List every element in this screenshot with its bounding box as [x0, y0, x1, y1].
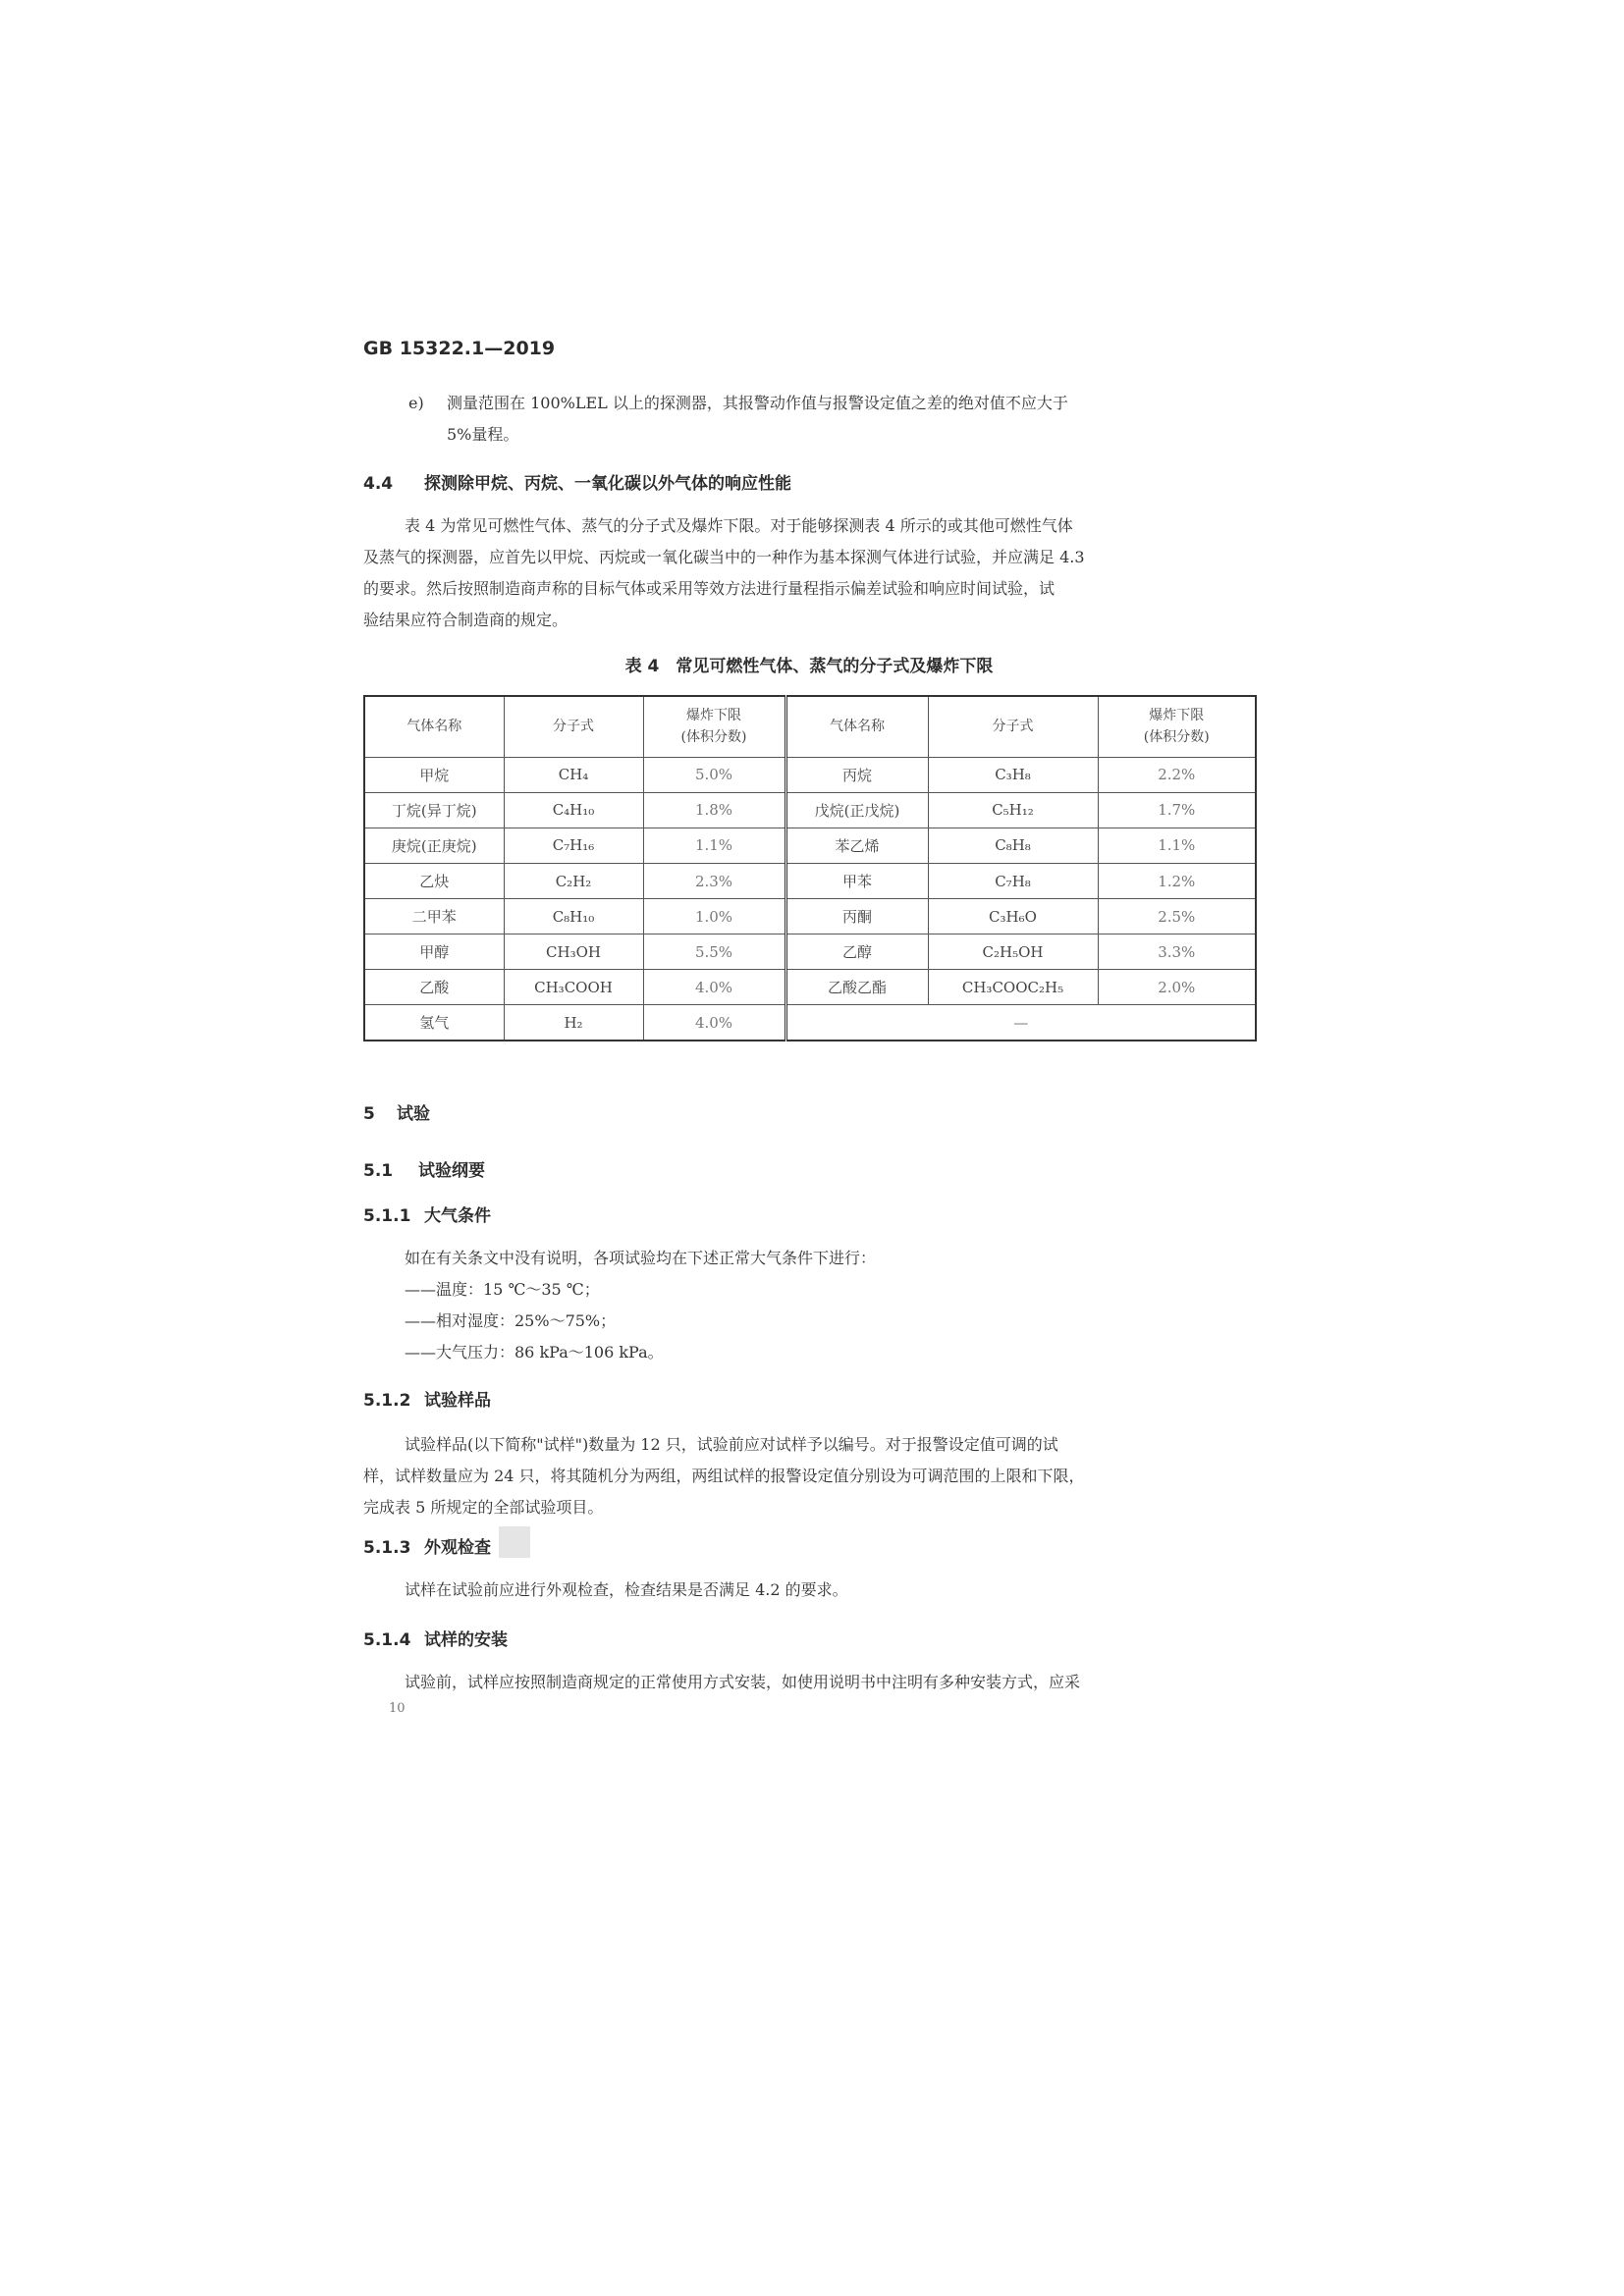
header-lel — [1098, 696, 1256, 757]
paragraph-line: 试验样品(以下简称"试样")数量为 12 只，试验前应对试样予以编号。对于报警设定值可调的试 — [405, 1435, 1058, 1454]
header-formula: 分子式 — [928, 696, 1098, 757]
section-number: 5.1.2 — [363, 1391, 411, 1411]
table-row — [364, 828, 1256, 863]
lel-cell: 3.3% — [1098, 934, 1256, 970]
gas-name-cell: 甲苯 — [785, 863, 928, 898]
formula-cell: H₂ — [504, 1005, 643, 1041]
header-lel-line1: 爆炸下限 — [1149, 708, 1205, 724]
table-row — [364, 934, 1256, 970]
gas-name-cell: 苯乙烯 — [785, 828, 928, 863]
header-lel-line1: 爆炸下限 — [686, 708, 741, 724]
formula-cell: C₂H₅OH — [928, 934, 1098, 970]
section-5-1-1-body — [405, 1243, 876, 1368]
section-heading-5-1-3 — [363, 1533, 491, 1558]
formula-cell: C₃H₈ — [928, 757, 1098, 792]
section-heading-5 — [363, 1099, 430, 1124]
lel-cell: 4.0% — [643, 1005, 785, 1041]
section-number: 4.4 — [363, 474, 394, 494]
header-lel-line2: (体积分数) — [680, 729, 747, 746]
gas-name-cell: 乙酸乙酯 — [785, 970, 928, 1005]
formula-cell: C₇H₈ — [928, 863, 1098, 898]
lel-cell: 1.1% — [1098, 828, 1256, 863]
item-e-line1: 测量范围在 100%LEL 以上的探测器，其报警动作值与报警设定值之差的绝对值不应大于 — [447, 394, 1068, 412]
section-title: 大气条件 — [424, 1206, 491, 1226]
table-row — [364, 792, 1256, 828]
lel-cell: 1.1% — [643, 828, 785, 863]
paragraph-line: 完成表 5 所规定的全部试验项目。 — [363, 1498, 604, 1517]
lel-cell: 2.0% — [1098, 970, 1256, 1005]
section-number: 5 — [363, 1104, 375, 1124]
standard-number: GB 15322.1—2019 — [363, 338, 556, 359]
gas-name-cell: 戊烷(正戊烷) — [785, 792, 928, 828]
header-lel — [643, 696, 785, 757]
lel-cell: 1.8% — [643, 792, 785, 828]
lel-cell: 2.3% — [643, 863, 785, 898]
section-heading-4-4 — [363, 469, 791, 494]
list-item: ——相对湿度：25%～75%； — [405, 1311, 617, 1330]
header-formula: 分子式 — [504, 696, 643, 757]
gas-name-cell: 甲烷 — [364, 757, 504, 792]
table-header-row — [364, 696, 1256, 757]
section-number: 5.1.4 — [363, 1630, 411, 1650]
table-row — [364, 1005, 1256, 1041]
gas-name-cell: 氢气 — [364, 1005, 504, 1041]
paragraph-line: 表 4 为常见可燃性气体、蒸气的分子式及爆炸下限。对于能够探测表 4 所示的或其他可燃性气体 — [405, 516, 1073, 535]
item-e-line2: 5%量程。 — [447, 425, 519, 444]
section-5-1-4-body: 试验前，试样应按照制造商规定的正常使用方式安装，如使用说明书中注明有多种安装方式，应采 — [405, 1673, 1081, 1691]
section-4-4-body — [363, 510, 1267, 636]
formula-cell: C₂H₂ — [504, 863, 643, 898]
lel-cell: 2.5% — [1098, 899, 1256, 934]
header-lel-line2: (体积分数) — [1143, 729, 1210, 746]
item-e-label: e) — [408, 394, 424, 412]
section-5-1-3-body: 试样在试验前应进行外观检查，检查结果是否满足 4.2 的要求。 — [405, 1580, 848, 1599]
section-heading-5-1-1 — [363, 1201, 491, 1226]
list-item: ——大气压力：86 kPa～106 kPa。 — [405, 1343, 664, 1362]
formula-cell: C₅H₁₂ — [928, 792, 1098, 828]
scan-mark — [499, 1526, 530, 1558]
header-gas-name: 气体名称 — [364, 696, 504, 757]
paragraph-line: 验结果应符合制造商的规定。 — [363, 611, 568, 629]
section-number: 5.1.3 — [363, 1538, 411, 1558]
gas-name-cell: 二甲苯 — [364, 899, 504, 934]
section-title: 外观检查 — [424, 1538, 491, 1558]
section-5-1-2-body — [363, 1429, 1267, 1523]
paragraph-line: 如在有关条文中没有说明，各项试验均在下述正常大气条件下进行： — [405, 1249, 877, 1267]
formula-cell: CH₃COOH — [504, 970, 643, 1005]
lel-cell: 5.0% — [643, 757, 785, 792]
formula-cell: CH₃COOC₂H₅ — [928, 970, 1098, 1005]
gas-name-cell: 乙炔 — [364, 863, 504, 898]
gas-name-cell: 庚烷(正庚烷) — [364, 828, 504, 863]
formula-cell: C₇H₁₆ — [504, 828, 643, 863]
gas-table — [363, 695, 1257, 1041]
paragraph-line: 的要求。然后按照制造商声称的目标气体或采用等效方法进行量程指示偏差试验和响应时间试验，试 — [363, 579, 1056, 598]
lel-cell: 2.2% — [1098, 757, 1256, 792]
lel-cell: 4.0% — [643, 970, 785, 1005]
gas-name-cell: 乙酸 — [364, 970, 504, 1005]
section-number: 5.1.1 — [363, 1206, 411, 1226]
list-item: ——温度：15 ℃～35 ℃； — [405, 1280, 600, 1299]
gas-name-cell: 丁烷(异丁烷) — [364, 792, 504, 828]
table-row — [364, 899, 1256, 934]
section-title: 试验 — [397, 1104, 430, 1124]
formula-cell: C₄H₁₀ — [504, 792, 643, 828]
formula-cell: CH₃OH — [504, 934, 643, 970]
formula-cell: C₈H₈ — [928, 828, 1098, 863]
formula-cell: CH₄ — [504, 757, 643, 792]
table-caption: 表 4 常见可燃性气体、蒸气的分子式及爆炸下限 — [624, 657, 994, 676]
gas-name-cell: 丙烷 — [785, 757, 928, 792]
formula-cell: C₈H₁₀ — [504, 899, 643, 934]
section-title: 探测除甲烷、丙烷、一氧化碳以外气体的响应性能 — [424, 474, 791, 494]
lel-cell: 1.2% — [1098, 863, 1256, 898]
section-title: 试验样品 — [424, 1391, 491, 1411]
gas-name-cell: 丙酮 — [785, 899, 928, 934]
section-heading-5-1 — [363, 1156, 485, 1181]
section-title: 试验纲要 — [418, 1161, 485, 1181]
paragraph-line: 及蒸气的探测器，应首先以甲烷、丙烷或一氧化碳当中的一种作为基本探测气体进行试验，并应满足 4.3 — [363, 548, 1085, 566]
table-row — [364, 863, 1256, 898]
gas-name-cell: 甲醇 — [364, 934, 504, 970]
header-gas-name: 气体名称 — [785, 696, 928, 757]
section-title: 试样的安装 — [424, 1630, 508, 1650]
gas-name-cell: 乙醇 — [785, 934, 928, 970]
lel-cell: 1.0% — [643, 899, 785, 934]
section-heading-5-1-4 — [363, 1626, 508, 1650]
section-number: 5.1 — [363, 1161, 394, 1181]
section-heading-5-1-2 — [363, 1386, 491, 1411]
lel-cell: 1.7% — [1098, 792, 1256, 828]
table-row — [364, 757, 1256, 792]
page-number: 10 — [389, 1701, 406, 1716]
paragraph-line: 样，试样数量应为 24 只，将其随机分为两组，两组试样的报警设定值分别设为可调范围的上限和下限， — [363, 1467, 1085, 1485]
formula-cell: C₃H₆O — [928, 899, 1098, 934]
empty-cell: — — [785, 1005, 1256, 1041]
lel-cell: 5.5% — [643, 934, 785, 970]
table-row — [364, 970, 1256, 1005]
